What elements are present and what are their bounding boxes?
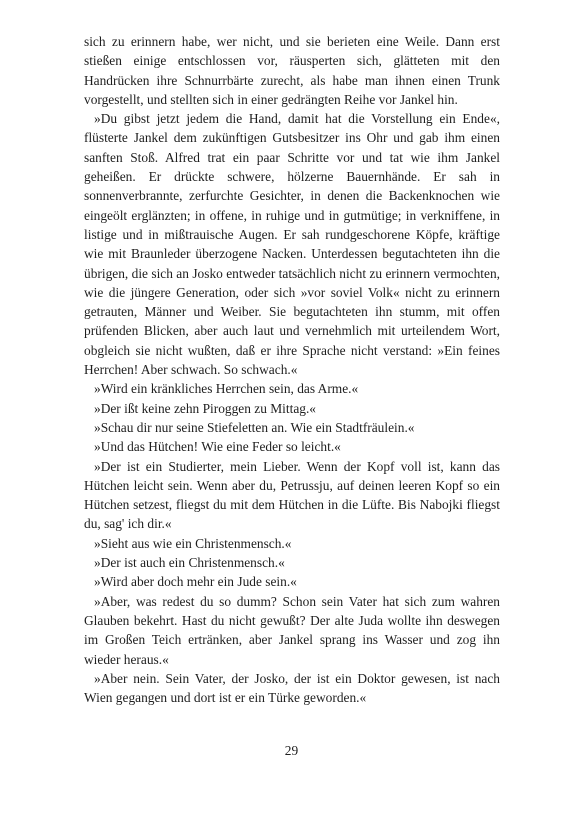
dialogue-line: »Der ißt keine zehn Piroggen zu Mittag.« [94,400,317,416]
page-number: 29 [284,743,299,758]
dialogue-line: »Sieht aus wie ein Christenmensch.« [94,535,292,551]
dialogue-line: »Und das Hütchen! Wie eine Feder so leicht.« [94,439,341,455]
dialogue-line: »Der ist ein Studierter, mein Lieber. Wenn der Kopf voll ist, kann das Hütchen leicht sein. Wenn aber du, Petrussju, auf deinen leeren Kopf so ein Hütchen setzest, fliegst du mit dem Hütchen in die Lüfte. Bis Nabojki fliegst du, sag' ich dir.« [84,458,500,532]
dialogue-line: »Wird aber doch mehr ein Jude sein.« [94,574,297,590]
dialogue-line: »Schau dir nur seine Stiefeletten an. Wie ein Stadtfräulein.« [94,419,415,435]
page-body [84,32,500,707]
paragraph-continued: sich zu erinnern habe, wer nicht, und sie berieten eine Weile. Dann erst stießen einige entschlossen vor, räusperten sich, glätteten mit den Handrücken ihre Schnurrbärte zurecht, als habe man ihnen einen Trunk vorgestellt, und stellten sich in einer gedrängten Reihe vor Jankel hin. [84,34,500,107]
paragraph: »Du gibst jetzt jedem die Hand, damit hat die Vorstellung ein Ende«, flüsterte Jankel dem zukünftigen Gutsbesitzer ins Ohr und gab ihm einen sanften Stoß. Alfred trat ein paar Schritte vor und tat wie ihm Jankel geheißen. Er drückte schwere, hölzerne Bauernhände. Er sah in sonnenverbrannte, zerfurchte Gesichter, in denen die Backenknochen wie eingeölt erglänzten; in offene, in ruhige und in gutmütige; in verkniffene, in listige und in mißtrauische Augen. Er sah rundgeschorene Köpfe, kräftige wie mit Braunleder überzogene Nacken. Unterdessen begutachteten ihn die übrigen, die sich an Josko entweder tatsächlich nicht zu erinnern vermochten, wie die jüngere Generation, oder sich »vor soviel Volk« nicht zu erinnern getrauten, Männer und Weiber. Sie begutachteten ihn stumm, mit offen prüfenden Blicken, aber auch laut und vernehmlich mit urteilendem Wort, obgleich sie nicht wußten, daß er ihre Sprache nicht verstand: »Ein feines Herrchen! Aber schwach. So schwach.« [84,111,500,378]
dialogue-line: »Der ist auch ein Christenmensch.« [94,555,285,571]
dialogue-line: »Aber nein. Sein Vater, der Josko, der ist ein Doktor gewesen, ist nach Wien gegangen und dort ist er ein Türke geworden.« [84,670,500,706]
dialogue-line: »Wird ein kränkliches Herrchen sein, das Arme.« [94,381,359,397]
dialogue-line: »Aber, was redest du so dumm? Schon sein Vater hat sich zum wahren Glauben bekehrt. Hast du nicht gewußt? Der alte Juda wollte ihn deswegen im Großen Teich ertränken, aber Jankel sprang ins Wasser und zog ihn wieder heraus.« [84,593,500,667]
